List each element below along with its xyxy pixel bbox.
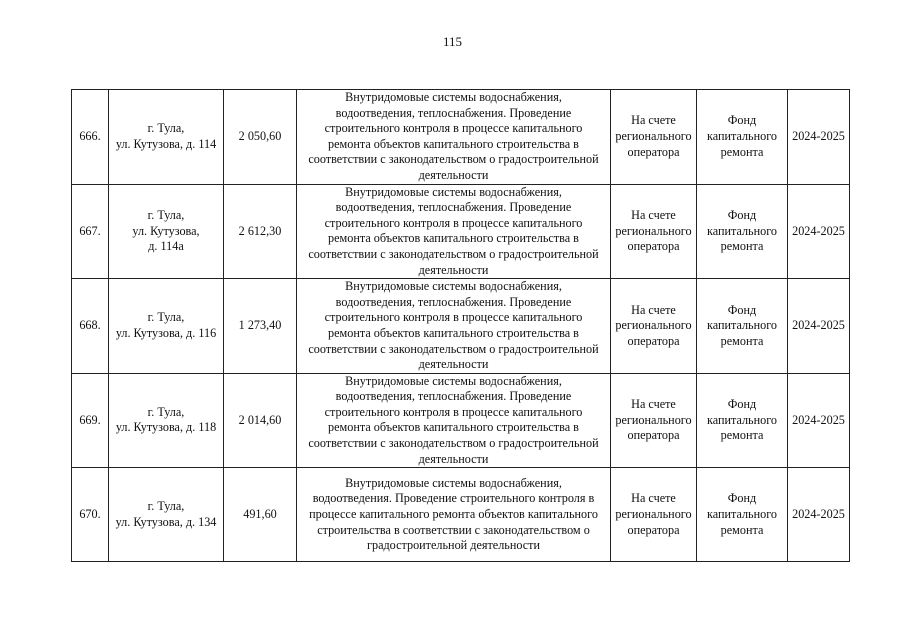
funding-method-cell-line: На счете [631,491,676,506]
work-description-cell-line: водоотведения, теплоснабжения. Проведение [335,105,572,120]
period-cell: 2024-2025 [788,279,850,374]
table-row [72,373,850,468]
address-cell-line: г. Тула, [147,121,185,136]
funding-method-cell-line: оператора [627,239,680,254]
work-description-cell-line: водоотведения, теплоснабжения. Проведение [335,200,572,215]
address-cell-line: г. Тула, [147,310,185,325]
work-description-cell-line: деятельности [418,357,489,372]
funding-method-cell-line: оператора [627,333,680,348]
table-row [72,184,850,279]
funding-method-cell-line: На счете [631,207,676,222]
funding-source-cell-line: Фонд [727,302,757,317]
funding-source-cell-line: капитального [706,128,778,143]
address-cell-line: г. Тула, [147,499,185,514]
row-number-cell: 667. [72,184,109,279]
work-description-cell-line: Внутридомовые системы водоснабжения, [345,279,562,294]
address-cell-line: ул. Кутузова, д. 134 [115,514,217,529]
address-cell [109,279,224,374]
work-description-cell-line: водоотведения, теплоснабжения. Проведение [335,389,572,404]
work-description-cell [297,90,611,185]
work-description-cell-line: водоотведения. Проведение строительного контроля в [312,491,595,506]
address-cell-line: ул. Кутузова, д. 114 [115,136,217,151]
funding-source-cell-line: капитального [706,412,778,427]
funding-source-cell-line: Фонд [727,491,757,506]
funding-source-cell-line: Фонд [727,397,757,412]
funding-method-cell-line: На счете [631,113,676,128]
funding-method-cell-line: регионального [615,412,692,427]
funding-source-cell-line: Фонд [727,207,757,222]
funding-source-cell-line: ремонта [720,239,764,254]
funding-method-cell-line: регионального [615,128,692,143]
capital-repair-table [71,89,850,562]
address-cell-line: д. 114а [148,239,184,254]
funding-method-cell-line: На счете [631,302,676,317]
funding-method-cell-line: оператора [627,144,680,159]
work-description-cell-line: градостроительной деятельности [366,538,541,553]
address-cell-line: ул. Кутузова, [132,223,200,238]
funding-method-cell [611,279,697,374]
funding-source-cell [697,468,788,562]
work-description-cell [297,184,611,279]
work-description-cell [297,468,611,562]
address-cell [109,373,224,468]
work-description-cell [297,279,611,374]
row-number-cell: 666. [72,90,109,185]
address-cell [109,184,224,279]
funding-source-cell [697,90,788,185]
funding-method-cell-line: регионального [615,506,692,521]
work-description-cell-line: строительного контроля в процессе капитального [324,121,583,136]
work-description-cell-line: строительного контроля в процессе капитального [324,404,583,419]
funding-source-cell-line: ремонта [720,428,764,443]
funding-source-cell [697,184,788,279]
area-cell: 1 273,40 [224,279,297,374]
funding-method-cell [611,90,697,185]
work-description-cell-line: строительного контроля в процессе капитального [324,310,583,325]
funding-source-cell [697,373,788,468]
area-cell: 2 612,30 [224,184,297,279]
area-cell: 2 050,60 [224,90,297,185]
work-description-cell-line: деятельности [418,167,489,182]
work-description-cell-line: ремонта объектов капитального строительства в [328,325,579,340]
work-description-cell-line: водоотведения, теплоснабжения. Проведение [335,294,572,309]
period-cell: 2024-2025 [788,90,850,185]
funding-method-cell-line: регионального [615,223,692,238]
funding-source-cell-line: ремонта [720,144,764,159]
period-cell: 2024-2025 [788,184,850,279]
table-row [72,90,850,185]
work-description-cell-line: строительства в соответствии с законодательством о [317,522,590,537]
period-cell: 2024-2025 [788,468,850,562]
work-description-cell-line: ремонта объектов капитального строительства в [328,231,579,246]
funding-method-cell-line: оператора [627,522,680,537]
funding-method-cell [611,373,697,468]
funding-method-cell-line: оператора [627,428,680,443]
period-cell: 2024-2025 [788,373,850,468]
funding-method-cell-line: регионального [615,318,692,333]
work-description-cell-line: соответствии с законодательством о градостроительной [308,341,599,356]
funding-method-cell [611,184,697,279]
funding-source-cell [697,279,788,374]
row-number-cell: 668. [72,279,109,374]
address-cell-line: ул. Кутузова, д. 116 [115,325,217,340]
address-cell-line: г. Тула, [147,207,185,222]
area-cell: 491,60 [224,468,297,562]
work-description-cell-line: Внутридомовые системы водоснабжения, [345,184,562,199]
address-cell [109,90,224,185]
work-description-cell-line: соответствии с законодательством о градостроительной [308,152,599,167]
funding-source-cell-line: Фонд [727,113,757,128]
row-number-cell: 670. [72,468,109,562]
work-description-cell-line: строительного контроля в процессе капитального [324,215,583,230]
funding-method-cell-line: На счете [631,397,676,412]
work-description-cell-line: соответствии с законодательством о градостроительной [308,436,599,451]
funding-source-cell-line: капитального [706,223,778,238]
funding-source-cell-line: ремонта [720,522,764,537]
area-cell: 2 014,60 [224,373,297,468]
work-description-cell [297,373,611,468]
row-number-cell: 669. [72,373,109,468]
table-row [72,279,850,374]
work-description-cell-line: Внутридомовые системы водоснабжения, [345,90,562,104]
work-description-cell-line: деятельности [418,262,489,277]
funding-method-cell [611,468,697,562]
work-description-cell-line: соответствии с законодательством о градостроительной [308,246,599,261]
address-cell [109,468,224,562]
table-row [72,468,850,562]
funding-source-cell-line: капитального [706,506,778,521]
work-description-cell-line: ремонта объектов капитального строительства в [328,136,579,151]
funding-source-cell-line: ремонта [720,333,764,348]
work-description-cell-line: ремонта объектов капитального строительства в [328,420,579,435]
table-body [72,90,850,562]
work-description-cell-line: Внутридомовые системы водоснабжения, [345,373,562,388]
work-description-cell-line: процессе капитального ремонта объектов капитального [309,506,598,521]
work-description-cell-line: деятельности [418,451,489,466]
address-cell-line: г. Тула, [147,404,185,419]
page-number: 115 [442,34,463,49]
work-description-cell-line: Внутридомовые системы водоснабжения, [345,475,562,490]
funding-source-cell-line: капитального [706,318,778,333]
address-cell-line: ул. Кутузова, д. 118 [115,420,217,435]
